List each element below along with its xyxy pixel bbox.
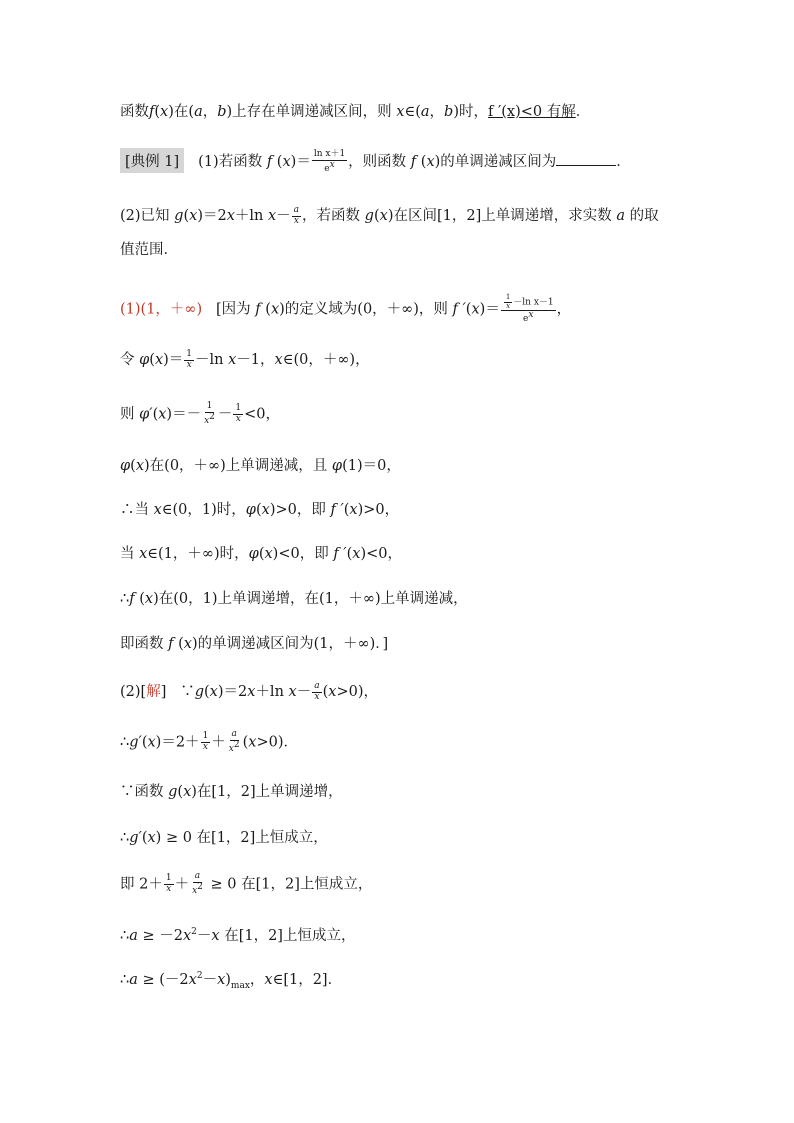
text: － (217, 406, 233, 423)
text: x (426, 154, 435, 170)
step-6-line (120, 542, 402, 563)
text: ( (242, 734, 249, 751)
text: ) ≥ 0 在[1，2]上恒成立， (155, 830, 328, 846)
text: )的定义域为(0，＋∞)，则 (279, 301, 453, 318)
text: )＝ (479, 301, 500, 318)
text: φ (139, 352, 150, 368)
exponent: 2 (197, 881, 203, 892)
text: ( (416, 154, 427, 170)
text: φ′ (139, 406, 153, 423)
text: ) (225, 972, 231, 988)
text: －1， (236, 352, 275, 368)
text: ． (575, 104, 591, 120)
solution-2-line (120, 680, 378, 702)
fraction (164, 874, 174, 895)
text: )的单调递减区间为(1，＋∞)．] (191, 636, 389, 652)
text: x (226, 208, 235, 224)
numerator: a (231, 729, 237, 739)
numerator: 1 (202, 731, 209, 741)
text: 当 (120, 546, 140, 562)
text: ( (343, 502, 350, 518)
text: x (379, 208, 388, 224)
text: ∴ (120, 972, 130, 988)
text: x (471, 301, 480, 318)
answer: (1)(1，＋∞) (120, 301, 203, 318)
denominator: x (186, 359, 192, 370)
fraction (233, 404, 243, 425)
text: )时， (453, 104, 488, 120)
text: － (296, 684, 312, 700)
numerator: 1 (505, 293, 511, 301)
text: ( (204, 684, 210, 700)
text: ≥ 0 在[1，2]上恒成立， (205, 876, 373, 893)
text: x (264, 972, 273, 988)
text: x (154, 352, 164, 368)
text: ∴ (120, 591, 130, 607)
text: g′ (129, 830, 142, 846)
fraction (190, 872, 205, 897)
text: )＝2＋ (155, 734, 200, 751)
text: (1)＝0， (342, 458, 401, 474)
text: ，若函数 (302, 208, 365, 224)
intro-line (120, 100, 590, 121)
text: x (182, 928, 192, 944)
text: ( (130, 458, 136, 474)
step-7-line (120, 587, 468, 608)
text: x (261, 502, 270, 518)
numerator: ln x＋1 (313, 148, 346, 159)
exponent: x (528, 310, 534, 321)
text: －ln x－1 (513, 297, 554, 308)
text: ] (160, 684, 167, 700)
text: x (147, 734, 156, 751)
text: ∈[1，2]． (272, 972, 343, 988)
text: a (129, 972, 138, 988)
text: x (211, 928, 220, 944)
text: x (147, 830, 156, 846)
text: ( (183, 208, 190, 224)
solution-1-line (120, 294, 571, 325)
text: b (217, 104, 227, 120)
exponent: 2 (196, 971, 203, 982)
text: x (139, 546, 148, 562)
text: ( (346, 546, 353, 562)
text: 在[1，2]上恒成立， (219, 928, 356, 944)
text: 值范围． (120, 242, 178, 258)
fraction (312, 150, 347, 175)
numerator: a (314, 680, 320, 691)
text: x (188, 972, 197, 988)
text: － (196, 928, 212, 944)
text: ∴当 (120, 502, 154, 518)
text: φ (248, 546, 259, 562)
text: e (324, 163, 330, 174)
text: x (247, 684, 256, 700)
text: a (129, 928, 138, 944)
text: 令 (120, 352, 140, 368)
text: x (217, 972, 226, 988)
text: ( (141, 830, 148, 846)
solution-label: 解 (146, 684, 161, 700)
text: ∴ (120, 734, 130, 751)
text: x (183, 636, 192, 652)
text: ， (249, 972, 265, 988)
denominator (521, 311, 535, 325)
text: ∵函数 (120, 784, 169, 800)
example-1-line (120, 148, 631, 174)
text: ( (258, 546, 265, 562)
text: f (129, 591, 135, 607)
denominator: x (235, 413, 241, 424)
text: x (270, 301, 280, 318)
text: x (135, 458, 145, 474)
text: x (274, 352, 283, 368)
text: x (153, 502, 162, 518)
example-tag: [典例 1] (120, 148, 184, 173)
text: a (616, 208, 625, 224)
step-3-line (120, 402, 280, 427)
text: 即函数 (120, 636, 169, 652)
text: ∴ (120, 830, 130, 846)
numerator: 1 (206, 401, 213, 411)
text: ∈(0，1)时， (161, 502, 246, 518)
fraction (184, 350, 194, 371)
text: f ′ (452, 301, 466, 318)
text: 的取 (625, 208, 659, 224)
text: ≥ －2 (137, 928, 183, 944)
text: f (255, 301, 261, 318)
denominator: x (506, 301, 511, 310)
text: ， (556, 301, 572, 318)
denominator (227, 741, 242, 755)
step-11-line (120, 780, 343, 801)
text: (1)若函数 (198, 154, 267, 170)
numerator: a (293, 204, 300, 215)
text: φ (331, 458, 343, 474)
denominator: x (293, 215, 299, 226)
text: ( (373, 208, 380, 224)
text: )<0，即 (272, 546, 334, 562)
text: )上存在单调递减区间，则 (226, 104, 397, 120)
text: ( (177, 784, 184, 800)
text: ≥ (－2 (137, 972, 189, 988)
text: )>0， (357, 502, 400, 518)
exponent: 2 (233, 739, 240, 750)
text: ∈( (404, 104, 421, 120)
text: x (328, 684, 337, 700)
text: ＋ln (234, 208, 268, 224)
text: ． (616, 154, 631, 170)
denominator: x (166, 883, 172, 894)
text: x (248, 734, 257, 751)
text: ( (260, 301, 271, 318)
text: (2)[ (120, 684, 147, 700)
fraction (292, 206, 301, 227)
text: ＋ (174, 876, 190, 893)
text: x (144, 591, 154, 607)
text: ， (202, 104, 218, 120)
text: a (194, 104, 203, 120)
text: x (267, 208, 277, 224)
text: x (192, 885, 198, 896)
exponent: 2 (191, 927, 197, 938)
text: <0， (244, 406, 281, 423)
text: ( (141, 734, 148, 751)
fraction (202, 402, 217, 427)
step-12-line (120, 826, 328, 847)
text: )在(0，1)上单调递增，在(1，＋∞)上单调递减， (153, 591, 468, 607)
step-8-line (120, 632, 388, 653)
answer-blank (556, 153, 616, 166)
denominator: x (314, 691, 320, 702)
fraction (227, 730, 242, 755)
text: )＝2 (217, 684, 248, 700)
text: (2)已知 (120, 208, 175, 224)
exponent: x (329, 159, 335, 170)
text: ， (429, 104, 445, 120)
fraction (312, 682, 321, 703)
text: － (276, 208, 291, 224)
denominator: x (202, 741, 208, 752)
numerator: 1 (165, 873, 172, 883)
example-2-line-2 (120, 238, 178, 259)
exponent: 2 (209, 411, 215, 422)
step-14-line (120, 924, 355, 945)
text: e (523, 314, 529, 325)
text: －ln (195, 352, 229, 368)
text: x (158, 406, 167, 423)
numerator: a (194, 871, 201, 881)
fraction (501, 294, 556, 325)
text: g′ (129, 734, 142, 751)
text: f ′ (330, 502, 344, 518)
text: ，则函数 (348, 154, 411, 170)
text: )的单调递减区间为 (434, 154, 557, 170)
text: ( (173, 636, 184, 652)
text: x (209, 684, 218, 700)
text: >0)． (256, 734, 299, 751)
denominator (190, 883, 205, 897)
text: φ (120, 458, 131, 474)
text: x (352, 546, 361, 562)
text: ∈(0，＋∞)， (282, 352, 370, 368)
text: ( (272, 154, 283, 170)
text: )在[1，2]上单调递增， (191, 784, 343, 800)
text: x (183, 784, 192, 800)
text: [因为 (216, 301, 256, 318)
text: x (264, 546, 273, 562)
example-2-line (120, 204, 659, 226)
numerator (501, 294, 556, 311)
text: )<0， (360, 546, 403, 562)
text: g (168, 784, 178, 800)
text: )＝ (163, 352, 184, 368)
text: g (364, 208, 374, 224)
text: 则 (120, 406, 140, 423)
text: )在( (168, 104, 195, 120)
text: ( (322, 684, 329, 700)
text: f (266, 154, 273, 170)
denominator (322, 161, 336, 175)
text: a (420, 104, 430, 120)
text: － (202, 972, 218, 988)
text: f (410, 154, 417, 170)
underlined-condition: f ′(x)<0 有解 (487, 104, 576, 120)
fraction (201, 732, 211, 753)
text: )＝ (290, 154, 311, 170)
text: ＋ln (255, 684, 289, 700)
step-4-line (120, 454, 401, 475)
text: 即 2＋ (120, 876, 163, 893)
step-13-line (120, 872, 372, 897)
text: )＝2 (197, 208, 227, 224)
text: ( (465, 301, 472, 318)
text: ( (255, 502, 262, 518)
text: f (168, 636, 174, 652)
text: x (160, 104, 169, 120)
text: f (149, 104, 155, 120)
text: b (444, 104, 454, 120)
step-2-line (120, 348, 370, 370)
text: ∈(1，＋∞)时， (147, 546, 249, 562)
numerator: 1 (235, 403, 242, 413)
step-10-line (120, 730, 298, 755)
text: x (189, 208, 198, 224)
text: ( (134, 591, 145, 607)
text: ( (154, 104, 161, 120)
text: 函数 (120, 104, 149, 120)
text: x (228, 743, 234, 754)
text: x (228, 352, 237, 368)
text: ( (152, 406, 159, 423)
text: )在(0，＋∞)上单调递减，且 (144, 458, 332, 474)
text: g (194, 684, 204, 700)
inner-fraction (504, 294, 512, 310)
step-15-line (120, 968, 342, 991)
text: ∴ (120, 928, 130, 944)
text: x (282, 154, 291, 170)
denominator (202, 413, 217, 427)
text: ∵ (180, 684, 195, 700)
text: f ′ (333, 546, 347, 562)
text: ＋ (211, 734, 226, 751)
text: x (396, 104, 405, 120)
step-5-line (120, 498, 399, 519)
text: x (288, 684, 297, 700)
text: x (204, 415, 210, 426)
text: )>0，即 (269, 502, 331, 518)
text: g (174, 208, 184, 224)
text: ( (149, 352, 155, 368)
text: )在区间[1，2]上单调递增，求实数 (387, 208, 617, 224)
numerator: 1 (186, 348, 193, 359)
text: φ (245, 502, 256, 518)
text: x (349, 502, 358, 518)
text: )＝－ (166, 406, 202, 423)
text: >0)， (336, 684, 378, 700)
subscript: max (230, 980, 250, 991)
